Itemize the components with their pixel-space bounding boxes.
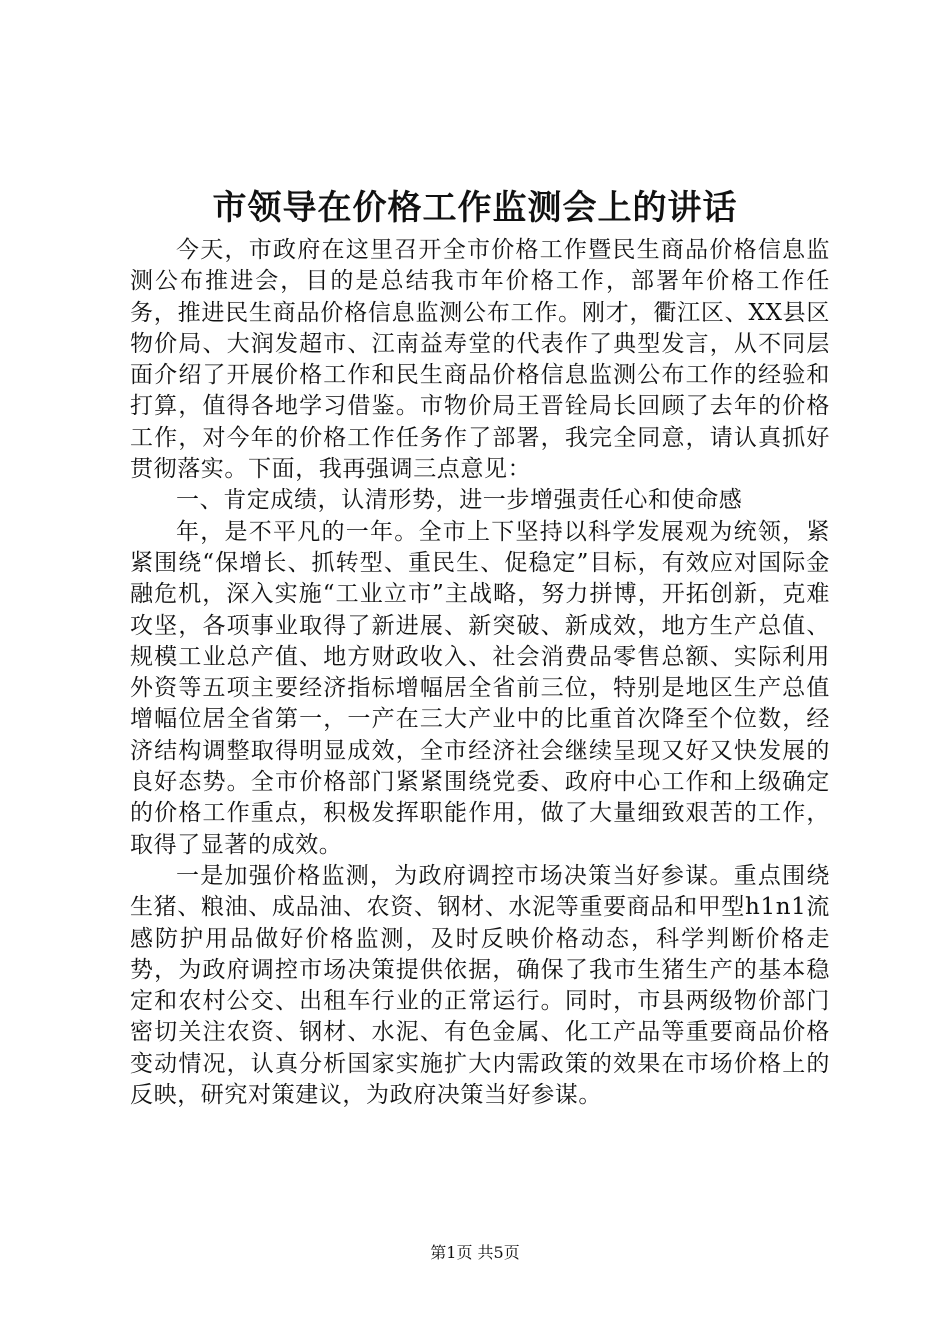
- paragraph-price-monitoring: 一是加强价格监测，为政府调控市场决策当好参谋。重点围绕生猪、粮油、成品油、农资、钢材、水泥等重要商品和甲型h1n1流感防护用品做好价格监测，及时反映价格动态，科学判断价格走势，为政府调控市场决策提供依据，确保了我市生猪生产的基本稳定和农村公交、出租车行业的正常运行。同时，市县两级物价部门密切关注农资、钢材、水泥、有色金属、化工产品等重要商品价格变动情况，认真分析国家实施扩大内需政策的效果在市场价格上的反映，研究对策建议，为政府决策当好参谋。: [130, 862, 830, 1109]
- page-number-footer: 第1页 共5页: [430, 1243, 520, 1262]
- document-title: 市领导在价格工作监测会上的讲话: [212, 188, 738, 228]
- paragraph-achievements: 年，是不平凡的一年。全市上下坚持以科学发展观为统领，紧紧围绕“保增长、抓转型、重民生、促稳定”目标，有效应对国际金融危机，深入实施“工业立市”主战略，努力拼博，开拓创新，克难攻坚，各项事业取得了新进展、新突破、新成效，地方生产总值、规模工业总产值、地方财政收入、社会消费品零售总额、实际利用外资等五项主要经济指标增幅居全省前三位，特别是地区生产总值增幅位居全省第一，一产在三大产业中的比重首次降至个位数，经济结构调整取得明显成效，全市经济社会继续呈现又好又快发展的良好态势。全市价格部门紧紧围绕党委、政府中心工作和上级确定的价格工作重点，积极发挥职能作用，做了大量细致艰苦的工作，取得了显著的成效。: [130, 518, 830, 858]
- document-body: [130, 235, 830, 1111]
- section-heading-1: 一、肯定成绩，认清形势，进一步增强责任心和使命感: [176, 487, 743, 514]
- paragraph-intro: 今天，市政府在这里召开全市价格工作暨民生商品价格信息监测公布推进会，目的是总结我市年价格工作，部署年价格工作任务，推进民生商品价格信息监测公布工作。刚才，衢江区、XX县区物价局、大润发超市、江南益寿堂的代表作了典型发言，从不同层面介绍了开展价格工作和民生商品价格信息监测公布工作的经验和打算，值得各地学习借鉴。市物价局王晋铨局长回顾了去年的价格工作，对今年的价格工作任务作了部署，我完全同意，请认真抓好贯彻落实。下面，我再强调三点意见：: [130, 237, 830, 483]
